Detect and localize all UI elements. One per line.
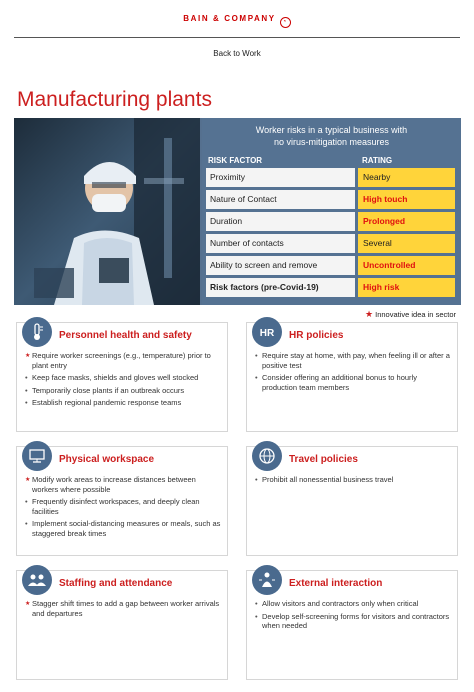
risk-factor-cell: Proximity: [206, 168, 355, 187]
visitor-icon: [252, 565, 282, 595]
list-item: ★ Modify work areas to increase distances between workers where possible: [25, 475, 223, 494]
bullet-list: [25, 599, 223, 621]
risk-heading-line1: Worker risks in a typical business with: [255, 125, 408, 135]
bullet-list: [25, 351, 223, 411]
risk-row-duration: [206, 212, 455, 231]
risk-row-ability-to-screen: [206, 256, 455, 275]
risk-factor-cell: Ability to screen and remove: [206, 256, 355, 275]
header-divider: [14, 37, 460, 38]
list-item: • Develop self-screening forms for visitors and contractors when needed: [255, 612, 453, 631]
list-item: • Establish regional pandemic response teams: [25, 398, 223, 408]
card-external-interaction: [246, 570, 458, 680]
risk-rating-cell: Nearby: [358, 168, 455, 187]
card-title: Staffing and attendance: [59, 578, 173, 589]
risk-table-heading: [202, 124, 461, 148]
risk-heading-line2: no virus-mitigation measures: [273, 137, 390, 147]
risk-factor-column-header: RISK FACTOR: [208, 156, 263, 165]
thermometer-icon: [22, 317, 52, 347]
risk-row-nature-of-contact: [206, 190, 455, 209]
globe-icon: [252, 441, 282, 471]
risk-factor-cell: Duration: [206, 212, 355, 231]
bullet-list: [25, 475, 223, 541]
list-item: • Temporarily close plants if an outbreak occurs: [25, 386, 223, 396]
list-item: ★ Require worker screenings (e.g., temperature) prior to plant entry: [25, 351, 223, 370]
list-item: • Require stay at home, with pay, when feeling ill or after a positive test: [255, 351, 453, 370]
hero-banner: [14, 118, 461, 305]
risk-rating-cell: High risk: [358, 278, 455, 297]
list-item: ★ Stagger shift times to add a gap between worker arrivals and departures: [25, 599, 223, 618]
card-hr-policies: [246, 322, 458, 432]
bullet-list: [255, 475, 453, 488]
innovative-idea-label: Innovative idea in sector: [375, 310, 456, 319]
card-physical-workspace: [16, 446, 228, 556]
hr-icon: [252, 317, 282, 347]
risk-row-proximity: [206, 168, 455, 187]
card-title: Physical workspace: [59, 454, 155, 465]
card-title: HR policies: [289, 330, 344, 341]
risk-rating-cell: High touch: [358, 190, 455, 209]
workspace-icon: [22, 441, 52, 471]
page-title: Manufacturing plants: [17, 88, 212, 111]
risk-factor-cell: Nature of Contact: [206, 190, 355, 209]
svg-text:HR: HR: [259, 328, 275, 339]
list-item: • Consider offering an additional bonus to hourly production team members: [255, 373, 453, 392]
brand-name: BAIN & COMPANY: [183, 14, 276, 23]
bullet-list: [255, 351, 453, 395]
star-icon: ★: [364, 309, 374, 319]
risk-factor-cell: Risk factors (pre-Covid-19): [206, 278, 355, 297]
list-item: • Prohibit all nonessential business travel: [255, 475, 453, 485]
list-item: • Allow visitors and contractors only when critical: [255, 599, 453, 609]
card-personnel-health-and-safety: [16, 322, 228, 432]
list-item: • Frequently disinfect workspaces, and deeply clean facilities: [25, 497, 223, 516]
worker-photo: [14, 118, 200, 305]
list-item: • Keep face masks, shields and gloves well stocked: [25, 373, 223, 383]
list-item: • Implement social-distancing measures or meals, such as staggered break times: [25, 519, 223, 538]
card-title: Travel policies: [289, 454, 358, 465]
risk-rating-cell: Several: [358, 234, 455, 253]
people-icon: [22, 565, 52, 595]
risk-row-number-of-contacts: [206, 234, 455, 253]
risk-rating-cell: Prolonged: [358, 212, 455, 231]
brand-mark-icon: ◔: [280, 17, 291, 28]
risk-row-total: [206, 278, 455, 297]
risk-rating-cell: Uncontrolled: [358, 256, 455, 275]
report-subtitle: Back to Work: [213, 49, 261, 58]
card-title: Personnel health and safety: [59, 330, 192, 341]
rating-column-header: RATING: [362, 156, 393, 165]
bullet-list: [255, 599, 453, 634]
brand-logo: [0, 14, 474, 28]
card-title: External interaction: [289, 578, 383, 589]
page-header: [0, 0, 474, 70]
risk-table: [202, 118, 461, 305]
card-staffing-and-attendance: [16, 570, 228, 680]
risk-factor-cell: Number of contacts: [206, 234, 355, 253]
card-travel-policies: [246, 446, 458, 556]
innovative-idea-legend: [365, 309, 456, 320]
